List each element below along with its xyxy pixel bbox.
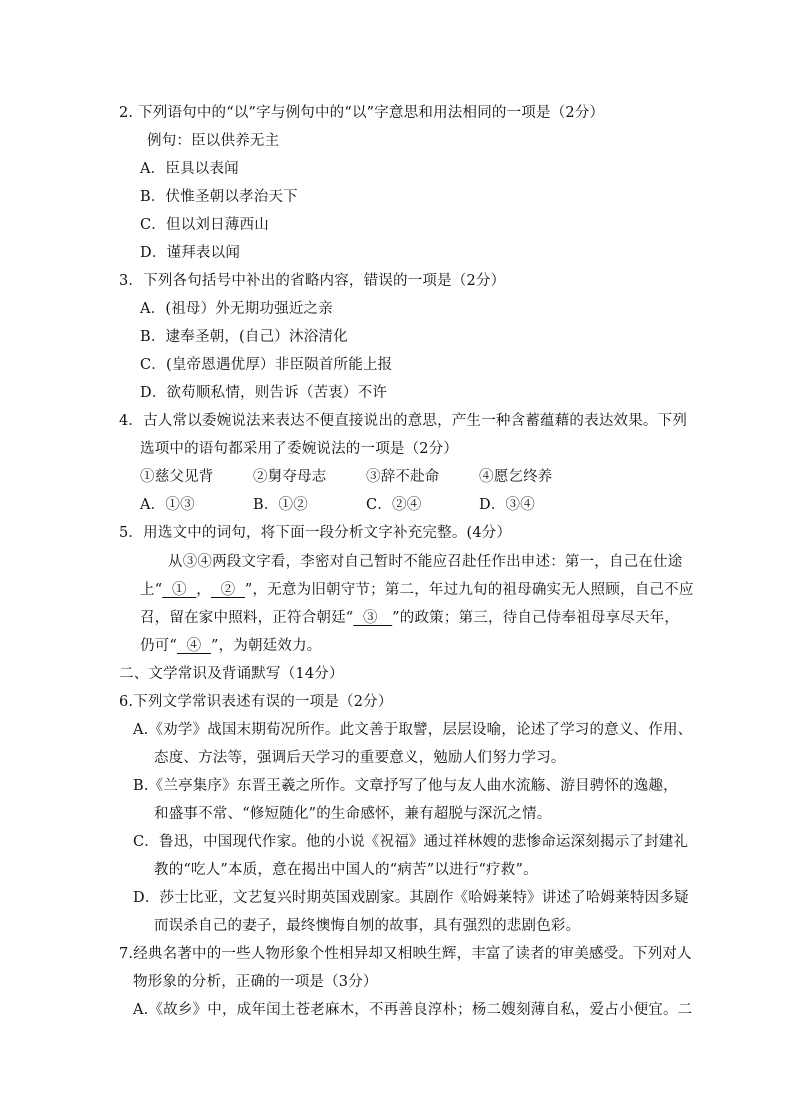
section-2-heading: 二、文学常识及背诵默写（14分）: [119, 666, 344, 682]
q4-option-c: C．②④: [366, 497, 422, 513]
q4-items-row: [140, 467, 553, 487]
q7-stem-line1: 7.经典名著中的一些人物形象个性相异却又相映生辉，丰富了读者的审美感受。下列对人: [119, 946, 692, 962]
q3-option-a: A．(祖母）外无期功强近之亲: [140, 301, 333, 317]
q5-paragraph-line1: 从③④两段文字看，李密对自己暂时不能应召赴任作出申述：第一，自己在仕途: [168, 554, 683, 570]
q4-option-b: B．①②: [253, 497, 308, 513]
q7-stem-line2: 物形象的分析，正确的一项是（3分）: [133, 974, 378, 990]
q6-option-d-line2: 而误杀自己的妻子，最终懊悔自刎的故事，具有强烈的悲剧色彩。: [154, 918, 581, 934]
q2-option-b: B．伏惟圣朝以孝治天下: [140, 189, 298, 205]
q5-paragraph-line2: 上“ ① ， ② ”，无意为旧朝守节；第二，年过九旬的祖母确实无人照顾，自己不应: [140, 582, 694, 598]
q5-blank-2[interactable]: ②: [210, 582, 245, 598]
q6-option-c-line2: 教的“吃人”本质，意在揭出中国人的“病苦”以进行“疗救”。: [154, 862, 538, 878]
q2-option-c: C．但以刘日薄西山: [140, 217, 269, 233]
q6-option-d-line1: D．莎士比亚，文艺复兴时期英国戏剧家。其剧作《哈姆莱特》讲述了哈姆莱特因多疑: [133, 890, 689, 906]
q4-item-4: ④愿乞终养: [479, 469, 553, 485]
q5-blank-3[interactable]: ③: [353, 610, 393, 626]
q5-paragraph-line4: 仍可“ ④ ”，为朝廷效力。: [140, 638, 322, 654]
q4-options-row: [140, 495, 535, 515]
q4-item-2: ②舅夺母志: [253, 469, 327, 485]
q4-option-a: A．①③: [140, 497, 195, 513]
q4-item-1: ①慈父见背: [140, 469, 214, 485]
q3-option-c: C．(皇帝恩遇优厚）非臣陨首所能上报: [140, 357, 393, 373]
q6-option-a-line1: A.《劝学》战国末期荀况所作。此文善于取譬，层层设喻，论述了学习的意义、作用、: [133, 722, 693, 738]
q5-stem: 5．用选文中的词句，将下面一段分析文字补充完整。(4分）: [119, 525, 512, 541]
q2-stem: 2. 下列语句中的“以”字与例句中的“以”字意思和用法相同的一项是（2分）: [119, 105, 605, 121]
q4-item-3: ③辞不赴命: [366, 469, 440, 485]
q5-blank-1[interactable]: ①: [162, 582, 197, 598]
q3-option-d: D．欲苟顺私情，则告诉（苦衷）不许: [140, 385, 388, 401]
q2-example: 例句：臣以供养无主: [147, 133, 280, 149]
q5-blank-4[interactable]: ④: [177, 638, 211, 654]
q6-option-c-line1: C．鲁迅，中国现代作家。他的小说《祝福》通过祥林嫂的悲惨命运深刻揭示了封建礼: [133, 834, 689, 850]
q2-option-a: A．臣具以表闻: [140, 161, 239, 177]
q2-option-d: D．谨拜表以闻: [140, 245, 241, 261]
q4-stem-line2: 选项中的语句都采用了委婉说法的一项是（2分）: [140, 441, 459, 457]
q4-stem-line1: 4．古人常以委婉说法来表达不便直接说出的意思，产生一种含蓄蕴藉的表达效果。下列: [119, 413, 688, 429]
q5-paragraph-line3: 召，留在家中照料，正符合朝廷“ ③ ”的政策；第三，待自己侍奉祖母享尽天年，: [140, 610, 680, 626]
q6-option-b-line2: 和盛事不常、“修短随化”的生命感怀，兼有超脱与深沉之情。: [154, 806, 552, 822]
q6-stem: 6.下列文学常识表述有误的一项是（2分）: [119, 694, 393, 710]
q6-option-b-line1: B.《兰亭集序》东晋王羲之所作。文章抒写了他与友人曲水流觞、游目骋怀的逸趣，: [133, 778, 678, 794]
q4-option-d: D．③④: [479, 497, 535, 513]
q7-option-a-line1: A.《故乡》中，成年闰土苍老麻木，不再善良淳朴；杨二嫂刻薄自私，爱占小便宜。二: [133, 1002, 693, 1018]
q6-option-a-line2: 态度、方法等，强调后天学习的重要意义，勉励人们努力学习。: [154, 750, 566, 766]
q3-stem: 3．下列各句括号中补出的省略内容，错误的一项是（2分）: [119, 273, 506, 289]
q3-option-b: B．逮奉圣朝，(自己）沐浴清化: [140, 329, 348, 345]
